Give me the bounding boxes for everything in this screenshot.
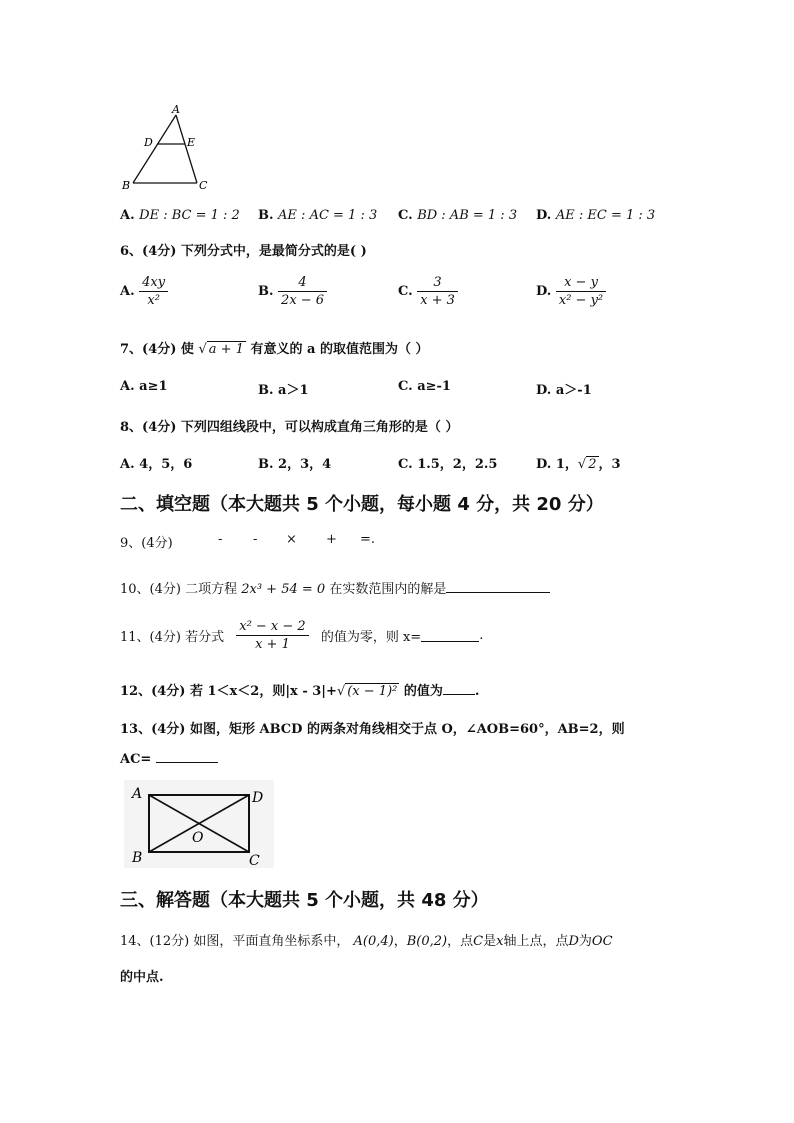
question-7-stem xyxy=(120,338,428,357)
stem-text: 为 xyxy=(578,934,592,949)
stem-prefix: 12、(4分) 若 1＜x＜2，则|x - 3|+ xyxy=(120,684,337,699)
section-2-heading: 二、填空题（本大题共 5 个小题，每小题 4 分，共 20 分） xyxy=(120,494,604,515)
stem-text: 轴上点，点 xyxy=(503,934,569,949)
answer-blank[interactable] xyxy=(156,750,218,763)
denominator: x² − y² xyxy=(558,293,604,308)
label-d: D xyxy=(144,136,153,149)
label-a: A xyxy=(132,786,143,802)
q7-option-b[interactable] xyxy=(258,379,309,398)
sqrt-icon: √ xyxy=(336,684,346,699)
question-8-stem: 8、(4分) 下列四组线段中，可以构成直角三角形的是（ ） xyxy=(120,420,459,435)
q6-option-d[interactable] xyxy=(536,274,606,309)
fraction xyxy=(556,274,606,309)
axis-x: x xyxy=(496,934,504,949)
numerator: 4 xyxy=(278,274,327,292)
sqrt-icon: √ xyxy=(577,457,587,472)
stem-suffix: 的值为 xyxy=(403,684,443,699)
stem-prefix: 11、(4分) 若分式 xyxy=(120,630,225,645)
point-a: A(0,4) xyxy=(353,934,394,949)
option-letter: D. xyxy=(536,457,552,472)
answer-blank[interactable] xyxy=(446,580,550,593)
label-b: B xyxy=(132,850,143,866)
fraction xyxy=(278,274,327,309)
q9-symbol: + xyxy=(326,532,337,547)
stem-text: AC= xyxy=(120,752,152,767)
question-11-stem xyxy=(120,618,483,653)
radicand: (x − 1)² xyxy=(347,684,398,699)
option-text: 1.5，2，2.5 xyxy=(417,457,498,472)
stem-prefix: 10、(4分) 二项方程 xyxy=(120,582,238,597)
q7-option-a[interactable] xyxy=(120,379,168,394)
option-letter: D. xyxy=(536,383,552,398)
radicand: 2 xyxy=(588,457,597,472)
option-letter: A. xyxy=(120,457,135,472)
option-letter: A. xyxy=(120,379,135,394)
stem-suffix: 的值为零，则 x= xyxy=(320,630,422,645)
option-expr: DE : BC = 1 : 2 xyxy=(139,208,240,223)
rectangle-figure xyxy=(124,780,274,868)
q6-option-a[interactable] xyxy=(120,274,168,309)
denominator: x + 3 xyxy=(420,293,455,308)
fraction xyxy=(236,618,308,653)
label-a: A xyxy=(172,103,180,116)
question-14-line2: 的中点. xyxy=(120,970,164,985)
question-13-line2 xyxy=(120,750,218,767)
option-letter: C. xyxy=(398,208,413,223)
denominator: x² xyxy=(147,293,160,308)
label-c: C xyxy=(249,853,260,868)
stem-end: . xyxy=(479,628,484,643)
option-text: a＞-1 xyxy=(555,383,592,398)
q7-option-c[interactable] xyxy=(398,379,451,394)
question-12-stem xyxy=(120,680,479,699)
q6-option-b[interactable] xyxy=(258,274,327,309)
option-text: a≥1 xyxy=(139,379,168,394)
question-9-label: 9、(4分) xyxy=(120,536,173,551)
option-text: a＞1 xyxy=(278,383,309,398)
stem-text: ，点 xyxy=(447,934,474,949)
option-text: a≥-1 xyxy=(417,379,451,394)
option-letter: A. xyxy=(120,284,135,299)
numerator: x² − x − 2 xyxy=(236,618,308,636)
numerator: x − y xyxy=(556,274,606,292)
answer-blank[interactable] xyxy=(421,629,479,642)
stem-prefix: 14、(12分) 如图，平面直角坐标系中， xyxy=(120,934,350,949)
option-expr: AE : EC = 1 : 3 xyxy=(555,208,656,223)
q5-option-c[interactable] xyxy=(398,208,517,223)
section-3-heading: 三、解答题（本大题共 5 个小题，共 48 分） xyxy=(120,890,489,911)
q9-symbol: =. xyxy=(360,532,376,547)
segment-oc: OC xyxy=(591,934,613,949)
equation: 2x³ + 54 = 0 xyxy=(241,582,326,597)
stem-suffix: 在实数范围内的解是 xyxy=(329,582,447,597)
q6-option-c[interactable] xyxy=(398,274,458,309)
q5-option-b[interactable] xyxy=(258,208,377,223)
point-b: B(0,2) xyxy=(406,934,448,949)
denominator: 2x − 6 xyxy=(281,293,325,308)
q8-option-b[interactable] xyxy=(258,453,331,472)
option-text: 4，5，6 xyxy=(139,457,193,472)
q9-symbol: - xyxy=(253,532,258,547)
denominator: x + 1 xyxy=(255,637,290,652)
option-letter: A. xyxy=(120,208,135,223)
q7-option-d[interactable] xyxy=(536,379,592,398)
option-text: ，3 xyxy=(598,457,621,472)
option-text: 2，3，4 xyxy=(278,457,332,472)
q9-symbol: × xyxy=(286,532,297,547)
answer-blank[interactable] xyxy=(443,682,475,695)
stem-suffix: 有意义的 a 的取值范围为（ ） xyxy=(250,342,429,357)
fraction xyxy=(417,274,458,309)
q9-symbol: - xyxy=(218,532,223,547)
option-letter: B. xyxy=(258,383,274,398)
point-d: D xyxy=(568,934,579,949)
fraction xyxy=(139,274,168,309)
numerator: 3 xyxy=(417,274,458,292)
option-text: 1， xyxy=(555,457,578,472)
label-c: C xyxy=(199,179,208,192)
option-letter: C. xyxy=(398,284,413,299)
q8-option-a[interactable] xyxy=(120,453,192,472)
option-expr: BD : AB = 1 : 3 xyxy=(417,208,518,223)
q8-option-d[interactable] xyxy=(536,453,621,472)
q5-option-d[interactable] xyxy=(536,208,655,223)
q8-option-c[interactable] xyxy=(398,453,497,472)
label-o: O xyxy=(192,830,204,846)
radicand: a + 1 xyxy=(208,342,244,357)
option-letter: C. xyxy=(398,457,413,472)
separator: ， xyxy=(393,934,407,949)
option-letter: B. xyxy=(258,284,274,299)
question-10-stem xyxy=(120,578,550,597)
question-14-stem xyxy=(120,930,613,949)
label-b: B xyxy=(122,179,131,192)
q5-option-a[interactable] xyxy=(120,208,240,223)
option-letter: B. xyxy=(258,457,274,472)
stem-text: 是 xyxy=(483,934,497,949)
option-letter: D. xyxy=(536,284,552,299)
label-e: E xyxy=(187,136,196,149)
label-d: D xyxy=(252,790,264,806)
sqrt-icon: √ xyxy=(198,342,207,357)
question-6-stem: 6、(4分) 下列分式中，是最简分式的是( ) xyxy=(120,244,367,259)
stem-end: . xyxy=(474,684,480,699)
triangle-figure xyxy=(115,100,215,195)
point-c: C xyxy=(473,934,484,949)
option-expr: AE : AC = 1 : 3 xyxy=(278,208,378,223)
numerator: 4xy xyxy=(139,274,168,292)
option-letter: D. xyxy=(536,208,552,223)
stem-prefix: 7、(4分) 使 xyxy=(120,342,194,357)
question-13-stem: 13、(4分) 如图，矩形 ABCD 的两条对角线相交于点 O，∠AOB=60°，AB=2，则 xyxy=(120,722,625,737)
option-letter: C. xyxy=(398,379,413,394)
option-letter: B. xyxy=(258,208,274,223)
